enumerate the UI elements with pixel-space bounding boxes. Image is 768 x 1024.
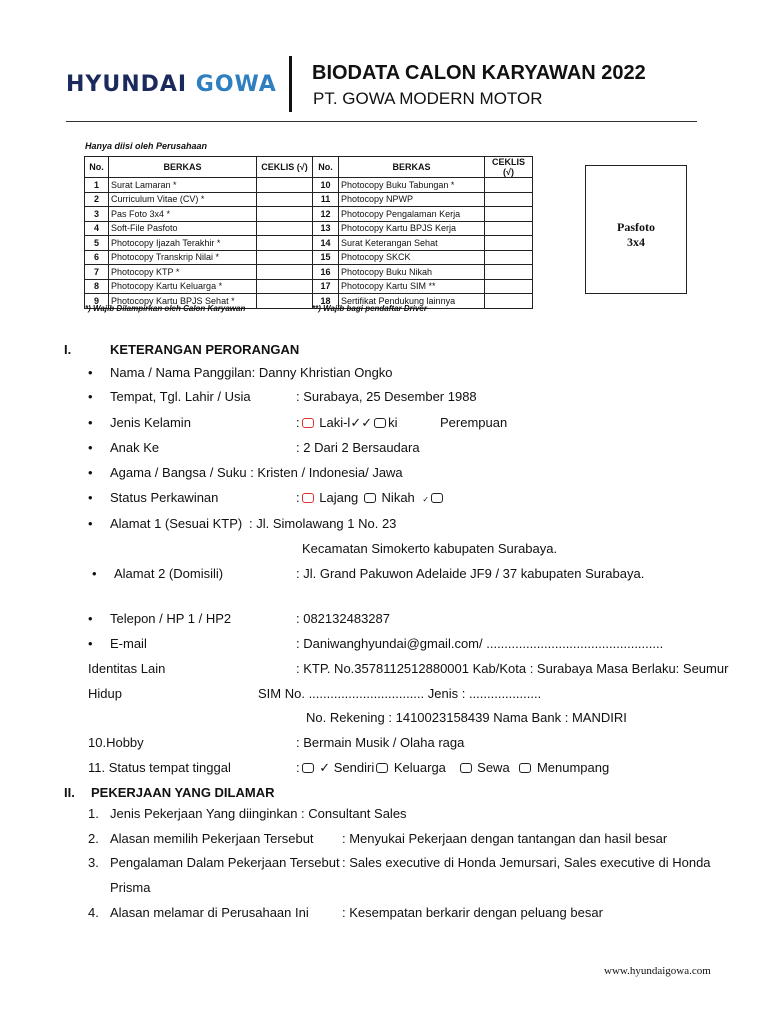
row-no: 7 — [85, 265, 109, 280]
table-row — [85, 265, 533, 280]
value-email: : Daniwanghyundai@gmail.com/ ................................................. — [296, 636, 664, 651]
bullet: • — [88, 440, 93, 455]
row-berkas-2: Photocopy Buku Nikah — [339, 265, 485, 280]
bullet: • — [88, 516, 93, 531]
label-alasan-memilih: Alasan memilih Pekerjaan Tersebut — [110, 831, 314, 846]
row-berkas-2: Photocopy NPWP — [339, 192, 485, 207]
item-number: 4. — [88, 905, 99, 920]
row-no-2: 17 — [313, 279, 339, 294]
marital-options — [296, 490, 445, 505]
row-ceklis-cell-2[interactable] — [485, 265, 533, 280]
label-sendiri: ✓ Sendiri — [319, 760, 375, 775]
table-row — [85, 250, 533, 265]
row-ceklis-cell-2[interactable] — [485, 178, 533, 193]
section2-number: II. — [64, 785, 75, 800]
table-note: Hanya diisi oleh Perusahaan — [85, 141, 208, 151]
row-ceklis-cell-2[interactable] — [485, 192, 533, 207]
value-alamat2: : Jl. Grand Pakuwon Adelaide JF9 / 37 kabupaten Surabaya. — [296, 566, 645, 581]
row-berkas: Photocopy KTP * — [109, 265, 257, 280]
row-berkas: Photocopy Transkrip Nilai * — [109, 250, 257, 265]
value-identitas: : KTP. No.3578112512880001 Kab/Kota : Surabaya Masa Berlaku: Seumur — [296, 661, 729, 676]
row-berkas: Soft-File Pasfoto — [109, 221, 257, 236]
gender-laki-label: Laki-l✓✓ — [319, 415, 373, 430]
label-hobby: 10.Hobby — [88, 735, 144, 750]
photo-box — [585, 165, 687, 294]
header-ceklis: CEKLIS (√) — [257, 157, 313, 178]
table-row — [85, 279, 533, 294]
bullet: • — [88, 636, 93, 651]
value-pengalaman-line2: Prisma — [110, 880, 151, 895]
header-berkas: BERKAS — [109, 157, 257, 178]
document-title: BIODATA CALON KARYAWAN 2022 — [312, 62, 646, 84]
logo-text-hyundai: HYUNDAI — [66, 72, 188, 97]
row-ceklis-cell[interactable] — [257, 294, 313, 309]
note-mandatory: *) Wajib Dilampirkan oleh Calon Karyawan — [85, 304, 246, 313]
header-berkas-2: BERKAS — [339, 157, 485, 178]
logo-text-gowa: GOWA — [195, 72, 277, 97]
document-checklist-table — [84, 156, 533, 309]
row-no: 6 — [85, 250, 109, 265]
value-rekening: No. Rekening : 1410023158439 Nama Bank : MANDIRI — [306, 710, 627, 725]
row-no: 3 — [85, 207, 109, 222]
label-jenis-kelamin: Jenis Kelamin — [110, 415, 191, 430]
photo-size: 3x4 — [627, 235, 645, 249]
checkbox-other[interactable] — [431, 493, 443, 503]
table-row — [85, 178, 533, 193]
residence-options — [296, 760, 609, 776]
colon: : — [296, 490, 300, 505]
colon: : — [296, 415, 300, 430]
header-ceklis-2: CEKLIS (√) — [485, 157, 533, 178]
label-alamat2: Alamat 2 (Domisili) — [114, 566, 224, 581]
label-anak-ke: Anak Ke — [110, 440, 160, 455]
table-row — [85, 236, 533, 251]
row-berkas: Curriculum Vitae (CV) * — [109, 192, 257, 207]
row-berkas-2: Photocopy SKCK — [339, 250, 485, 265]
row-no-2: 15 — [313, 250, 339, 265]
row-berkas: Photocopy Kartu Keluarga * — [109, 279, 257, 294]
label-tempat-tinggal: 11. Status tempat tinggal — [88, 760, 231, 775]
row-ceklis-cell-2[interactable] — [485, 236, 533, 251]
label-ttl: Tempat, Tgl. Lahir / Usia — [110, 389, 251, 404]
photo-label: Pasfoto — [617, 220, 655, 234]
gender-checkbox-mark[interactable] — [374, 418, 386, 428]
row-berkas-2: Sertifikat Pendukung lainnya — [339, 294, 485, 309]
header-no-2: No. — [313, 157, 339, 178]
row-ceklis-cell-2[interactable] — [485, 207, 533, 222]
row-no: 4 — [85, 221, 109, 236]
checkbox-nikah[interactable] — [364, 493, 376, 503]
row-ceklis-cell[interactable] — [257, 192, 313, 207]
row-no-2: 18 — [313, 294, 339, 309]
label-email: E-mail — [110, 636, 147, 651]
value-alasan-melamar: : Kesempatan berkarir dengan peluang besar — [342, 905, 603, 920]
row-berkas-2: Surat Keterangan Sehat — [339, 236, 485, 251]
checkbox-sewa[interactable] — [460, 763, 472, 773]
checkbox-keluarga[interactable] — [376, 763, 388, 773]
check-mark: ✓ — [422, 495, 430, 504]
row-ceklis-cell-2[interactable] — [485, 250, 533, 265]
row-no-2: 12 — [313, 207, 339, 222]
row-no-2: 13 — [313, 221, 339, 236]
label-identitas: Identitas Lain — [88, 661, 166, 676]
item-jenis-pekerjaan: Jenis Pekerjaan Yang diinginkan : Consultant Sales — [110, 806, 407, 821]
row-ceklis-cell[interactable] — [257, 207, 313, 222]
label-sewa: Sewa — [477, 760, 510, 775]
item-number: 2. — [88, 831, 99, 846]
row-no: 8 — [85, 279, 109, 294]
row-ceklis-cell[interactable] — [257, 236, 313, 251]
row-berkas: Photocopy Ijazah Terakhir * — [109, 236, 257, 251]
gender-checkbox-laki[interactable] — [302, 418, 314, 428]
row-no-2: 14 — [313, 236, 339, 251]
bullet: • — [88, 490, 93, 505]
gender-options — [296, 415, 398, 431]
value-alasan-memilih: : Menyukai Pekerjaan dengan tantangan dan hasil besar — [342, 831, 668, 846]
section1-number: I. — [64, 342, 72, 357]
label-status-perkawinan: Status Perkawinan — [110, 490, 219, 505]
colon: : — [296, 760, 300, 775]
note-driver: **) Wajib bagi pendaftar Driver — [312, 304, 427, 313]
row-berkas: Pas Foto 3x4 * — [109, 207, 257, 222]
bullet: • — [88, 611, 93, 626]
row-ceklis-cell[interactable] — [257, 279, 313, 294]
label-telepon: Telepon / HP 1 / HP2 — [110, 611, 232, 626]
row-no-2: 11 — [313, 192, 339, 207]
label-pengalaman: Pengalaman Dalam Pekerjaan Tersebut — [110, 855, 340, 870]
checkbox-sendiri[interactable] — [302, 763, 314, 773]
company-logo — [66, 72, 277, 97]
row-berkas: Photocopy Kartu BPJS Sehat * — [109, 294, 257, 309]
label-menumpang: Menumpang — [536, 760, 610, 775]
row-ceklis-cell[interactable] — [257, 221, 313, 236]
value-telepon: : 082132483287 — [296, 611, 390, 626]
label-keluarga: Keluarga — [393, 760, 446, 775]
item-number: 1. — [88, 806, 99, 821]
value-anak-ke: : 2 Dari 2 Bersaudara — [296, 440, 420, 455]
footer-website: www.hyundaigowa.com — [604, 965, 711, 977]
value-alamat1-line2: Kecamatan Simokerto kabupaten Surabaya. — [302, 541, 558, 556]
row-no-2: 10 — [313, 178, 339, 193]
row-no: 5 — [85, 236, 109, 251]
row-no: 1 — [85, 178, 109, 193]
row-no-2: 16 — [313, 265, 339, 280]
value-ttl: : Surabaya, 25 Desember 1988 — [296, 389, 477, 404]
label-alamat1: Alamat 1 (Sesuai KTP) — [110, 516, 243, 531]
bullet: • — [88, 415, 93, 430]
table-row — [85, 221, 533, 236]
gender-ki-label: ki — [388, 415, 398, 430]
field-nama: Nama / Nama Panggilan: Danny Khristian Ongko — [110, 365, 393, 380]
row-ceklis-cell-2[interactable] — [485, 221, 533, 236]
row-berkas-2: Photocopy Buku Tabungan * — [339, 178, 485, 193]
row-ceklis-cell[interactable] — [257, 265, 313, 280]
checkbox-lajang[interactable] — [302, 493, 314, 503]
label-lajang: Lajang — [319, 490, 359, 505]
table-header-row — [85, 157, 533, 178]
bullet: • — [92, 566, 97, 581]
value-identitas-hidup: Hidup — [88, 686, 122, 701]
row-berkas: Surat Lamaran * — [109, 178, 257, 193]
bullet: • — [88, 389, 93, 404]
row-no: 9 — [85, 294, 109, 309]
row-ceklis-cell-2[interactable] — [485, 294, 533, 309]
value-hobby: : Bermain Musik / Olaha raga — [296, 735, 465, 750]
header-divider — [289, 56, 292, 112]
value-pengalaman: : Sales executive di Honda Jemursari, Sales executive di Honda — [342, 855, 711, 870]
row-berkas-2: Photocopy Kartu SIM ** — [339, 279, 485, 294]
bullet: • — [88, 365, 93, 380]
company-name: PT. GOWA MODERN MOTOR — [313, 89, 543, 108]
section1-title: KETERANGAN PERORANGAN — [110, 342, 300, 357]
checkbox-menumpang[interactable] — [519, 763, 531, 773]
row-berkas-2: Photocopy Kartu BPJS Kerja — [339, 221, 485, 236]
table-row — [85, 192, 533, 207]
bullet: • — [88, 465, 93, 480]
item-number: 3. — [88, 855, 99, 870]
label-alasan-melamar: Alasan melamar di Perusahaan Ini — [110, 905, 309, 920]
row-berkas-2: Photocopy Pengalaman Kerja — [339, 207, 485, 222]
section2-title: PEKERJAAN YANG DILAMAR — [91, 785, 275, 800]
row-ceklis-cell-2[interactable] — [485, 279, 533, 294]
table-row — [85, 207, 533, 222]
row-ceklis-cell[interactable] — [257, 250, 313, 265]
header-rule — [66, 121, 697, 122]
row-no: 2 — [85, 192, 109, 207]
header-no: No. — [85, 157, 109, 178]
label-nikah: Nikah — [381, 490, 415, 505]
value-sim: SIM No. ................................ Jenis : .................... — [258, 686, 542, 701]
gender-perempuan-label: Perempuan — [440, 415, 508, 430]
value-alamat1: : Jl. Simolawang 1 No. 23 — [249, 516, 397, 531]
field-agama: Agama / Bangsa / Suku : Kristen / Indonesia/ Jawa — [110, 465, 403, 480]
row-ceklis-cell[interactable] — [257, 178, 313, 193]
